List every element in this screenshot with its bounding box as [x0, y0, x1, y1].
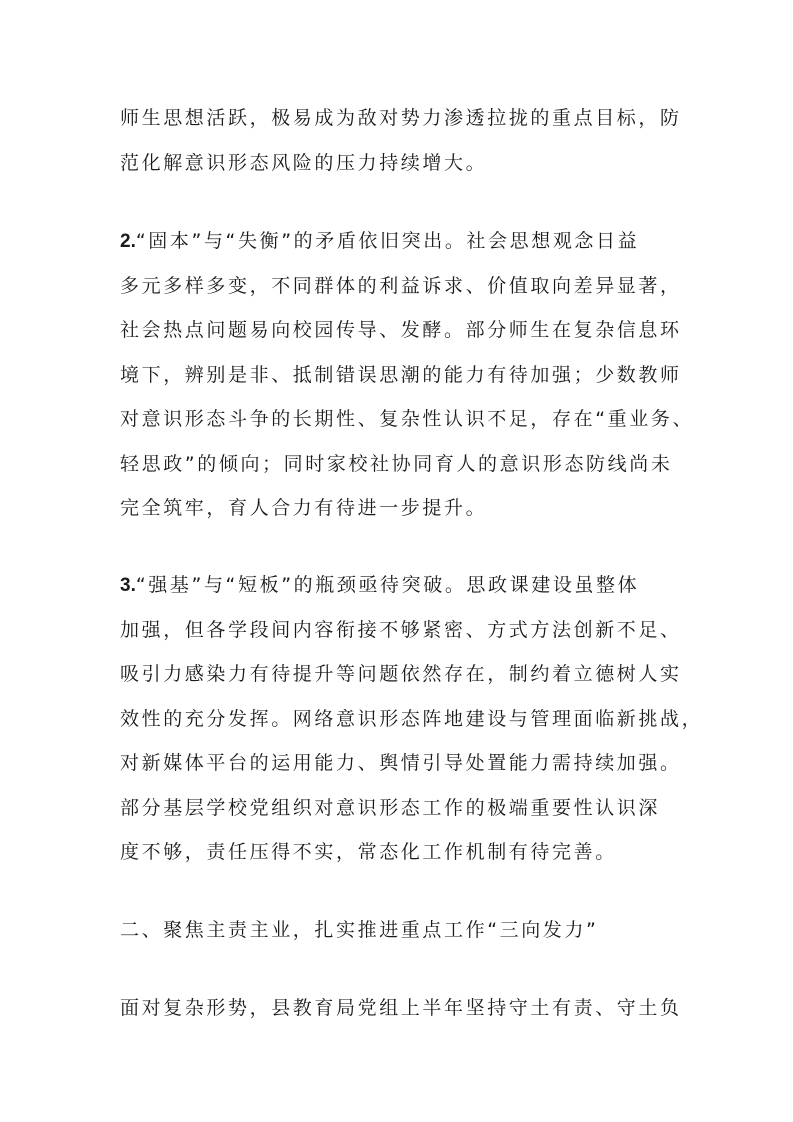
- paragraph-2-line-6: 轻思政”的倾向；同时家校社协同育人的意识形态防线尚未: [120, 453, 673, 475]
- paragraph-3-line-3: 吸引力感染力有待提升等问题依然存在，制约着立德树人实: [120, 663, 682, 685]
- paragraph-2-line-5: 对意识形态斗争的长期性、复杂性认识不足，存在“重业务、: [120, 408, 695, 430]
- paragraph-3-line-4: 效性的充分发挥。网络意识形态阵地建设与管理面临新挑战，: [120, 708, 704, 730]
- paragraph-3-heading: “强基”与“短板”的瓶颈亟待突破。思政课建设虽整体: [135, 574, 640, 596]
- paragraph-3-line-2: 加强，但各学段间内容衔接不够紧密、方式方法创新不足、: [120, 619, 682, 641]
- paragraph-2-number: 2.: [120, 231, 136, 252]
- paragraph-3-line-6: 部分基层学校党组织对意识形态工作的极端重要性认识深: [120, 797, 661, 819]
- paragraph-1-line-1: 师生思想活跃，极易成为敌对势力渗透拉拢的重点目标，防: [120, 107, 682, 129]
- paragraph-3-number: 3.: [120, 575, 136, 596]
- paragraph-2-line-1: [120, 229, 639, 254]
- paragraph-3-line-1: [120, 573, 639, 598]
- paragraph-3-line-7: 度不够，责任压得不实，常态化工作机制有待完善。: [120, 841, 617, 863]
- section-heading: 二、聚焦主责主业，扎实推进重点工作“三向发力”: [120, 919, 599, 941]
- paragraph-1-line-2: 范化解意识形态风险的压力持续增大。: [120, 152, 488, 174]
- paragraph-2-heading: “固本”与“失衡”的矛盾依旧突出。社会思想观念日益: [135, 230, 640, 252]
- paragraph-5-line-1: 面对复杂形势，县教育局党组上半年坚持守土有责、守土负: [120, 997, 682, 1019]
- paragraph-2-line-7: 完全筑牢，育人合力有待进一步提升。: [120, 497, 488, 519]
- paragraph-3-line-5: 对新媒体平台的运用能力、舆情引导处置能力需持续加强。: [120, 752, 682, 774]
- paragraph-2-line-3: 社会热点问题易向校园传导、发酵。部分师生在复杂信息环: [120, 319, 682, 341]
- paragraph-2-line-2: 多元多样多变，不同群体的利益诉求、价值取向差异显著，: [120, 275, 682, 297]
- paragraph-2-line-4: 境下，辨别是非、抵制错误思潮的能力有待加强；少数教师: [120, 364, 682, 386]
